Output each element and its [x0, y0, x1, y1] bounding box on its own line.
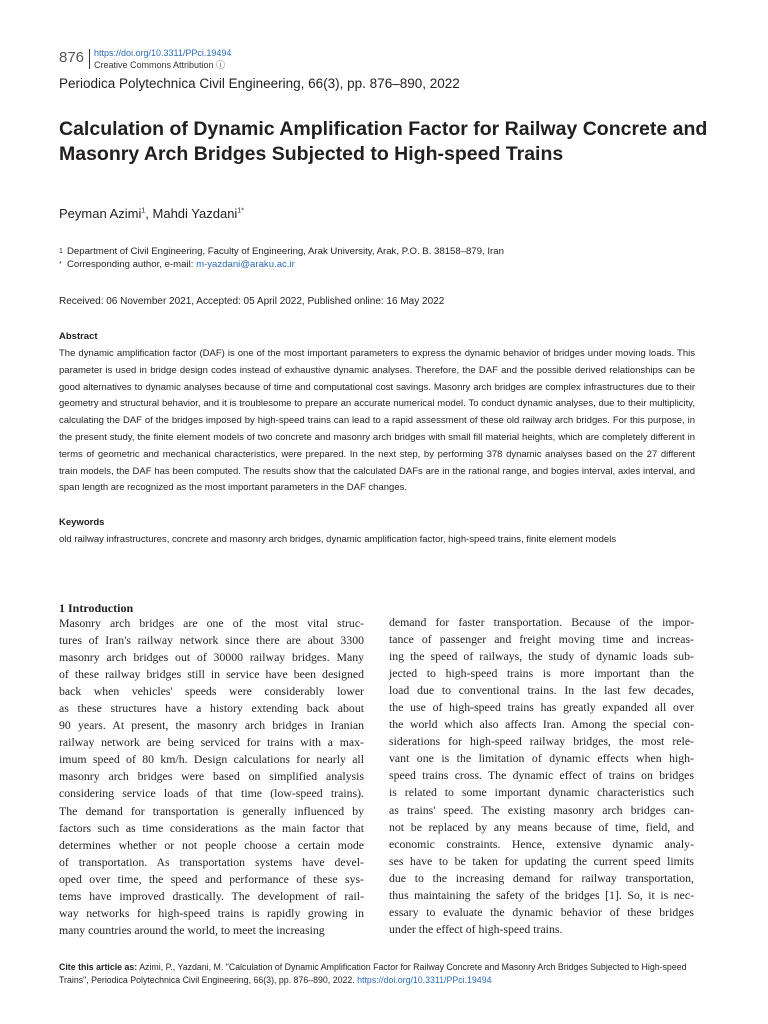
page-number: 876 [59, 49, 85, 66]
body-column-left [59, 615, 364, 939]
header-divider [89, 49, 90, 69]
body-text-line: jected to high-speed trains is more important than the [389, 666, 694, 681]
body-text-line: back when vehicles' speeds were considerably lower [59, 684, 364, 699]
body-text-line: under the effect of high-speed trains. [389, 921, 563, 936]
author-name: Mahdi Yazdani [152, 206, 238, 221]
citation-heading: Cite this article as: [59, 962, 138, 972]
body-text-line: tance of passenger and freight moving time and increas- [389, 632, 694, 647]
citation-text: Azimi, P., Yazdani, M. "Calculation of Dynamic Amplification Factor for Railway Concrete and Masonry Arch Bridges Subjected to High-speed Trains", Periodica Polytechnica Civil Engineering, 66(3), pp. 876–890, 2022. [59, 962, 687, 985]
author-affiliation-mark: 1 [141, 207, 146, 215]
keywords-text: old railway infrastructures, concrete and masonry arch bridges, dynamic amplification factor, high-speed trains, finite element models [59, 534, 617, 545]
author-affiliation-mark: 1* [237, 207, 244, 215]
citation-doi-link[interactable]: https://doi.org/10.3311/PPci.19494 [357, 974, 492, 985]
body-text-line: factors such as time considerations as the main factor that [59, 820, 364, 835]
affiliation-line [59, 245, 504, 258]
body-text-line: The demand for transportation is generally influenced by [59, 803, 364, 818]
journal-line [59, 76, 460, 91]
affiliation-text: Department of Civil Engineering, Faculty of Engineering, Arak University, Arak, P.O. B. 38158–879, Iran [67, 246, 504, 257]
body-column-right [389, 614, 694, 938]
publication-dates: Received: 06 November 2021, Accepted: 05 April 2022, Published online: 16 May 2022 [59, 296, 445, 307]
abstract-text: The dynamic amplification factor (DAF) is one of the most important parameters to express the dynamic behavior of bridges under moving loads. This parameter is used in bridge design codes instead of exhaustive dynamic analyses. Therefore, the DAF and the possible derived relationships can be good alternatives to dynamic analyses because of time and computational cost savings. Masonry arch bridges are complex infrastructures due to their geometry and structural behavior, and it is troublesome to prepare an accurate numerical model. To conduct dynamic analyses, due to their multiplicity, calculating the DAF of the bridges imposed by high-speed trains can lead to a rapid assessment of these old railway arch bridges. For this purpose, in the present study, the finite element models of two concrete and masonry arch bridges with small fill material heights, which are completely different in terms of geometric and mechanical characteristics, were prepared. In the next step, by performing 378 dynamic analyses based on the 27 different train models, the DAF has been computed. The results show that the calculated DAFs are in the rational range, and bogies interval, axles interval, and span length are recognized as the most important parameters in the DAF changes. [59, 348, 695, 494]
abstract-heading: Abstract [59, 331, 98, 342]
body-text-line: of these railway bridges still in service have been designed [59, 667, 364, 682]
body-text-line: thus maintaining the safety of the bridges [1]. So, it is nec- [389, 887, 694, 902]
doi-link[interactable]: https://doi.org/10.3311/PPci.19494 [94, 48, 232, 58]
body-text-line: railway network are being serviced for trains with a max- [59, 735, 364, 750]
body-text-line: many countries around the world, to meet the increasing [59, 922, 325, 937]
author-name: Peyman Azimi [59, 206, 142, 221]
affiliation-mark: * [59, 261, 62, 268]
body-text-line: demand for faster transportation. Because of the impor- [389, 615, 694, 629]
email-link[interactable]: m-yazdani@araku.ac.ir [196, 259, 295, 270]
body-text-line: determines whether or not people choose a certain mode [59, 837, 364, 852]
body-text-line: as trains' speed. The existing masonry arch bridges can- [389, 802, 694, 817]
body-text-line: masonry arch bridges out of 30000 railway bridges. Many [59, 650, 364, 665]
body-text-line: of transportation. As transportation systems have devel- [59, 854, 364, 869]
body-text-line: tures of Iran's railway network since there are about 3300 [59, 633, 364, 648]
body-text-line: vant one is the limitation of dynamic effects when high- [389, 751, 694, 766]
affiliation-mark: 1 [59, 248, 63, 255]
paper-title: Calculation of Dynamic Amplification Factor for Railway Concrete and Masonry Arch Bridges Subjected to High-speed Trains [59, 118, 708, 165]
body-text-line: imum speed of 80 km/h. Design calculations for nearly all [59, 752, 364, 767]
affiliation-text: Corresponding author, e-mail: [67, 259, 197, 270]
body-text-line: considering service loads of that time (low-speed trains). [59, 786, 364, 801]
body-text-line: 90 years. At present, the masonry arch bridges in Iranian [59, 718, 364, 733]
author-separator: , [145, 206, 153, 221]
keywords-heading: Keywords [59, 517, 105, 528]
citation-box [59, 961, 709, 986]
body-text-line: siderations for high-speed railway bridges, the most rele- [389, 734, 694, 749]
section-heading: 1 Introduction [59, 601, 134, 615]
journal-details: 66(3), pp. 876–890, 2022 [304, 76, 460, 91]
body-text-line: the world which also affects Iran. Among the special con- [389, 717, 694, 732]
author-list [59, 206, 244, 221]
body-text-line: way networks for high-speed trains is rapidly growing in [59, 905, 364, 920]
affiliations [59, 245, 504, 271]
body-text-line: as these structures have a history extending back about [59, 701, 364, 716]
body-text-line: not be replaced by any means because of time, field, and [389, 819, 694, 834]
body-text-line: economic constraints. Hence, extensive dynamic analy- [389, 836, 694, 851]
license-text: Creative Commons Attribution ⓘ [94, 60, 226, 70]
body-text-line: Masonry arch bridges are one of the most vital struc- [59, 616, 364, 630]
body-text-line: masonry arch bridges were based on simplified analysis [59, 769, 364, 784]
body-text-line: due to the increasing demand for railway transportation, [389, 870, 694, 885]
journal-name: Periodica Polytechnica Civil Engineering, [59, 76, 305, 91]
body-text-line: essary to evaluate the dynamic behavior of these bridges [389, 904, 694, 919]
body-text-line: ses have to be taken for updating the current speed limits [389, 853, 694, 868]
body-text-line: the use of high-speed trains has greatly expanded all over [389, 700, 694, 715]
body-text-line: speed trains cross. The dynamic effect of trains on bridges [389, 768, 694, 783]
body-text-line: ing the speed of railways, the study of dynamic loads sub- [389, 649, 694, 664]
body-text-line: load due to conventional trains. In the last few decades, [389, 683, 694, 698]
body-text-line: is related to some important dynamic characteristics such [389, 785, 694, 800]
body-text-line: tems have improved drastically. The development of rail- [59, 888, 364, 903]
body-text-line: oped over time, the speed and performance of these sys- [59, 871, 364, 886]
corresponding-author-line [59, 258, 504, 271]
